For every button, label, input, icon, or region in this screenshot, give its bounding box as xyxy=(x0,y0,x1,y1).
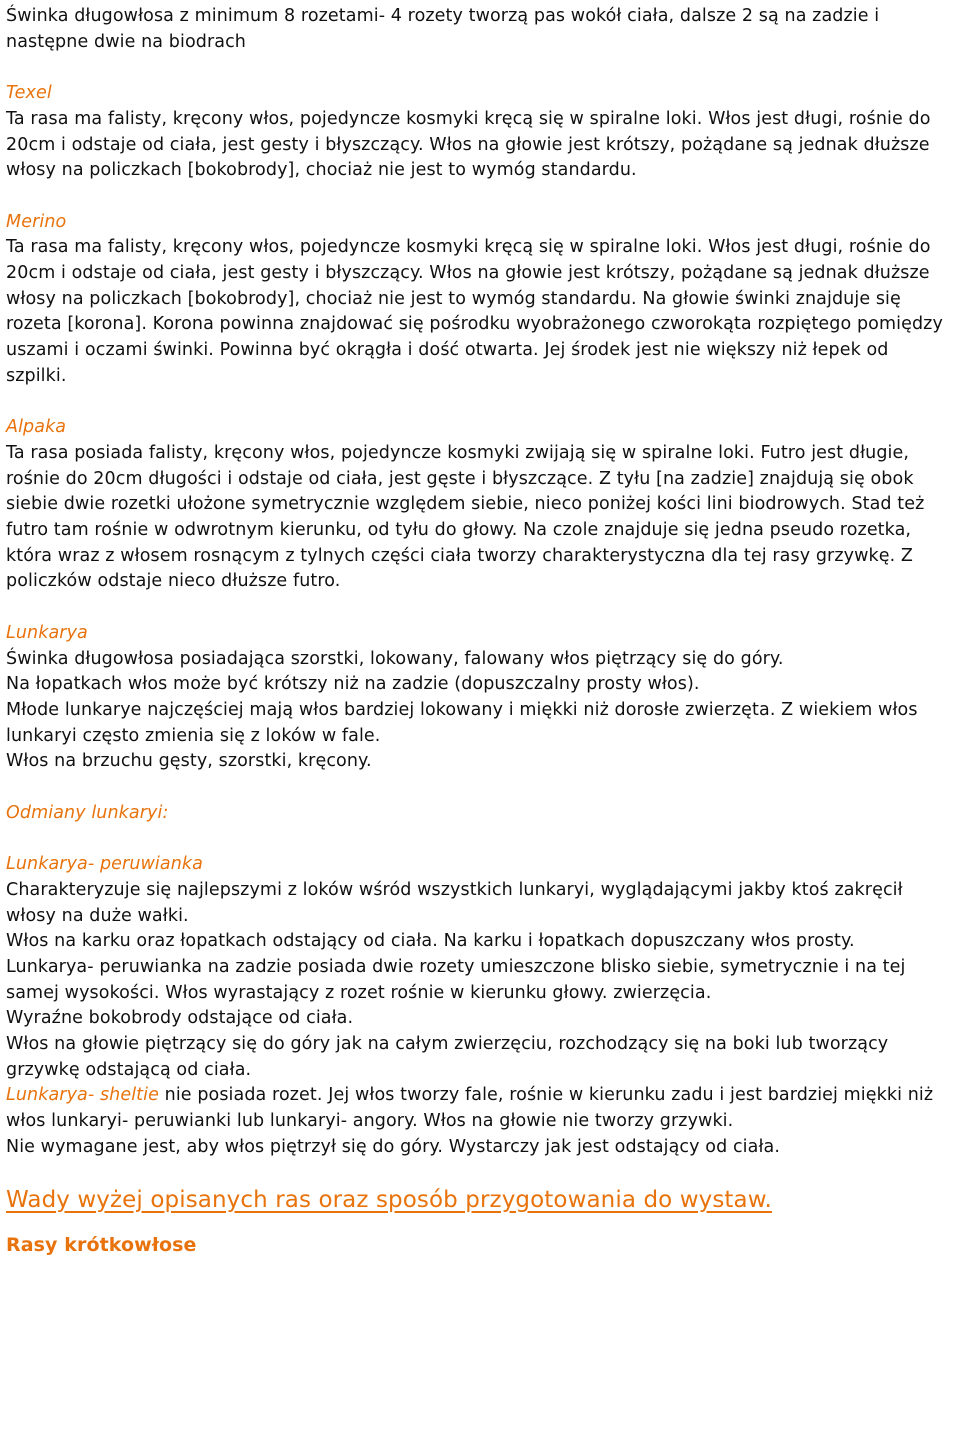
peruwianka-line-6: Włos na głowie piętrzący się do góry jak na całym zwierzęciu, rozchodzący się na boki lub tworzący grzywkę odstającą od ciała. xyxy=(6,1034,889,1080)
alpaka-section xyxy=(6,415,946,595)
lunkarya-heading: Lunkarya xyxy=(6,622,88,643)
peruwianka-line-2: Włos na karku oraz łopatkach odstający od ciała. Na karku i łopatkach dopuszczany włos prosty. xyxy=(6,931,855,952)
peruwianka-line-4: samej wysokości. Włos wyrastający z rozet rośnie w kierunku głowy. zwierzęcia. xyxy=(6,982,712,1003)
spacer xyxy=(6,595,946,621)
spacer xyxy=(6,775,946,801)
peruwianka-heading: Lunkarya- peruwianka xyxy=(6,854,203,875)
sheltie-heading: Lunkarya- sheltie xyxy=(6,1085,159,1106)
intro-paragraph: Świnka długowłosa z minimum 8 rozetami- 4 rozety tworzą pas wokół ciała, dalsze 2 są na zadzie i następne dwie na biodrach xyxy=(6,6,880,52)
merino-section xyxy=(6,210,946,390)
lunkarya-line-3: Młode lunkarye najczęściej mają włos bardziej lokowany i miękki niż dorosłe zwierzęta. Z wiekiem włos lunkaryi często zmienia się z loków w fale. xyxy=(6,699,918,746)
spacer xyxy=(6,390,946,416)
merino-text: Ta rasa ma falisty, kręcony włos, pojedyncze kosmyki kręcą się w spiralne loki. Włos jest długi, rośnie do 20cm i odstaje od ciała, jest gesty i błyszczący. Włos na głowie jest krótszy, pożądane są jednak dłuższe włosy na policzkach [bokobrody], chociaż nie jest to wymóg standardu. Na głowie świnki znajduje się rozeta [korona]. Korona powinna znajdować się pośrodku wyobrażonego czworokąta rozpiętego pomiędzy uszami i oczami świnki. Powinna być okrągła i dość otwarta. Jej środek jest nie większy niż łepek od szpilki. xyxy=(6,237,943,386)
defects-and-show-prep-link[interactable]: Wady wyżej opisanych ras oraz sposób przygotowania do wystaw. xyxy=(6,1186,772,1213)
sheltie-section xyxy=(6,1083,946,1160)
alpaka-heading: Alpaka xyxy=(6,417,67,438)
texel-section xyxy=(6,81,946,184)
peruwianka-line-5: Wyraźne bokobrody odstające od ciała. xyxy=(6,1008,354,1029)
spacer xyxy=(6,184,946,210)
sheltie-paragraph xyxy=(6,1083,946,1134)
peruwianka-line-1: Charakteryzuje się najlepszymi z loków wśród wszystkich lunkaryi, wyglądającymi jakby ktoś zakręcił włosy na duże wałki. xyxy=(6,879,903,926)
lunkarya-line-4: Włos na brzuchu gęsty, szorstki, kręcony. xyxy=(6,751,372,772)
peruwianka-section xyxy=(6,852,946,1083)
texel-heading: Texel xyxy=(6,83,52,104)
alpaka-text: Ta rasa posiada falisty, kręcony włos, pojedyncze kosmyki zwijają się w spiralne loki. Futro jest długie, rośnie do 20cm długości i odstaje od ciała, jest gęste i błyszczące. Z tyłu [na zadzie] znajdują się obok siebie dwie rozetki ułożone symetrycznie względem siebie, nieco poniżej kości lini biodrowych. Stad też futro tam rośnie w odwrotnym kierunku, od tyłu do głowy. Na czole znajduje się jedna pseudo rozetka, która wraz z włosem rosnącym z tylnych części ciała tworzy charakterystyczna dla tej rasy grzywkę. Z policzków odstaje nieco dłuższe futro. xyxy=(6,442,925,592)
lunkarya-section xyxy=(6,621,946,775)
sheltie-text: nie posiada rozet. Jej włos tworzy fale, rośnie w kierunku zadu i jest bardziej miękki niż włos lunkaryi- peruwianki lub lunkaryi- angory. Włos na głowie nie tworzy grzywki. xyxy=(6,1085,934,1132)
spacer xyxy=(6,55,946,81)
merino-heading: Merino xyxy=(6,211,67,232)
lunkarya-line-1: Świnka długowłosa posiadająca szorstki, lokowany, falowany włos piętrzący się do góry. xyxy=(6,648,784,669)
lunkarya-line-2: Na łopatkach włos może być krótszy niż na zadzie (dopuszczalny prosty włos). xyxy=(6,674,700,695)
sheltie-line-2: Nie wymagane jest, aby włos piętrzył się do góry. Wystarczy jak jest odstający od ciała. xyxy=(6,1136,781,1157)
short-hair-breeds-heading: Rasy krótkowłose xyxy=(6,1234,197,1257)
odmiany-heading: Odmiany lunkaryi: xyxy=(6,802,169,823)
peruwianka-line-3: Lunkarya- peruwianka na zadzie posiada dwie rozety umieszczone blisko siebie, symetrycznie i na tej xyxy=(6,956,906,977)
spacer xyxy=(6,826,946,852)
texel-text: Ta rasa ma falisty, kręcony włos, pojedyncze kosmyki kręcą się w spiralne loki. Włos jest długi, rośnie do 20cm i odstaje od ciała, jest gesty i błyszczący. Włos na głowie jest krótszy, pożądane są jednak dłuższe włosy na policzkach [bokobrody], chociaż nie jest to wymóg standardu. xyxy=(6,108,931,181)
